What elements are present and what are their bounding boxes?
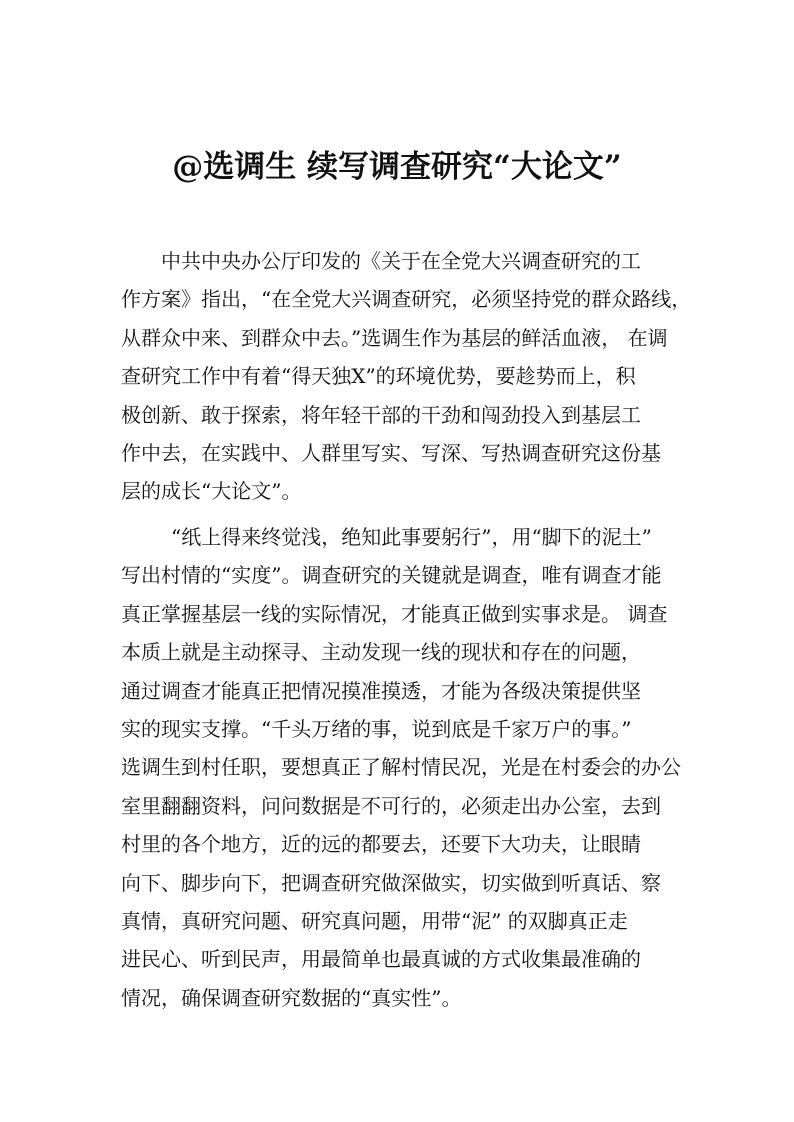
paragraph-line: 层的成长“大论文”。 bbox=[121, 479, 302, 504]
paragraph-line: 写出村情的“实度”。调查研究的关键就是调查，唯有调查才能 bbox=[121, 563, 662, 588]
document-title: @选调生 续写调查研究“大论文” bbox=[172, 149, 622, 185]
paragraph-line: 真情，真研究问题、研究真问题，用带“泥” 的双脚真正走 bbox=[121, 908, 628, 933]
paragraph-line: 极创新、敢于探索，将年轻干部的干劲和闯劲投入到基层工 bbox=[121, 402, 641, 427]
paragraph-line: 作方案》指出，“在全党大兴调查研究，必须坚持党的群众路线， bbox=[121, 287, 692, 312]
paragraph-line: 从群众中来、到群众中去。”选调生作为基层的鲜活血液， 在调 bbox=[121, 325, 668, 350]
paragraph-line: 中共中央办公厅印发的《关于在全党大兴调查研究的工 bbox=[161, 249, 641, 273]
paragraph-line: 作中去，在实践中、人群里写实、写深、写热调查研究这份基 bbox=[121, 440, 661, 465]
paragraph-1 bbox=[121, 242, 691, 511]
paragraph-line: 情况，确保调查研究数据的“真实性”。 bbox=[121, 985, 462, 1010]
paragraph-line: 进民心、听到民声，用最简单也最真诚的方式收集最准确的 bbox=[121, 947, 641, 972]
paragraph-line: 本质上就是主动探寻、主动发现一线的现状和存在的问题， bbox=[121, 640, 641, 665]
paragraph-line: 村里的各个地方，近的远的都要去，还要下大功夫，让眼睛 bbox=[121, 832, 641, 857]
paragraph-line: 室里翻翻资料，问问数据是不可行的，必须走出办公室，去到 bbox=[121, 793, 661, 818]
paragraph-2 bbox=[121, 518, 691, 1017]
paragraph-line: 查研究工作中有着“得天独X”的环境优势，要趁势而上，积 bbox=[121, 364, 636, 389]
paragraph-line: “纸上得来终觉浅，绝知此事要躬行”，用“脚下的泥土” bbox=[171, 525, 652, 549]
paragraph-line: 通过调查才能真正把情况摸准摸透，才能为各级决策提供坚 bbox=[121, 678, 641, 703]
paragraph-line: 向下、脚步向下，把调查研究做深做实，切实做到听真话、察 bbox=[121, 870, 661, 895]
paragraph-line: 选调生到村任职，要想真正了解村情民况，光是在村委会的办公 bbox=[121, 755, 681, 780]
paragraph-line: 真正掌握基层一线的实际情况，才能真正做到实事求是。 调查 bbox=[121, 601, 668, 626]
paragraph-line: 实的现实支撑。“千头万绪的事，说到底是千家万户的事。” bbox=[121, 716, 632, 741]
